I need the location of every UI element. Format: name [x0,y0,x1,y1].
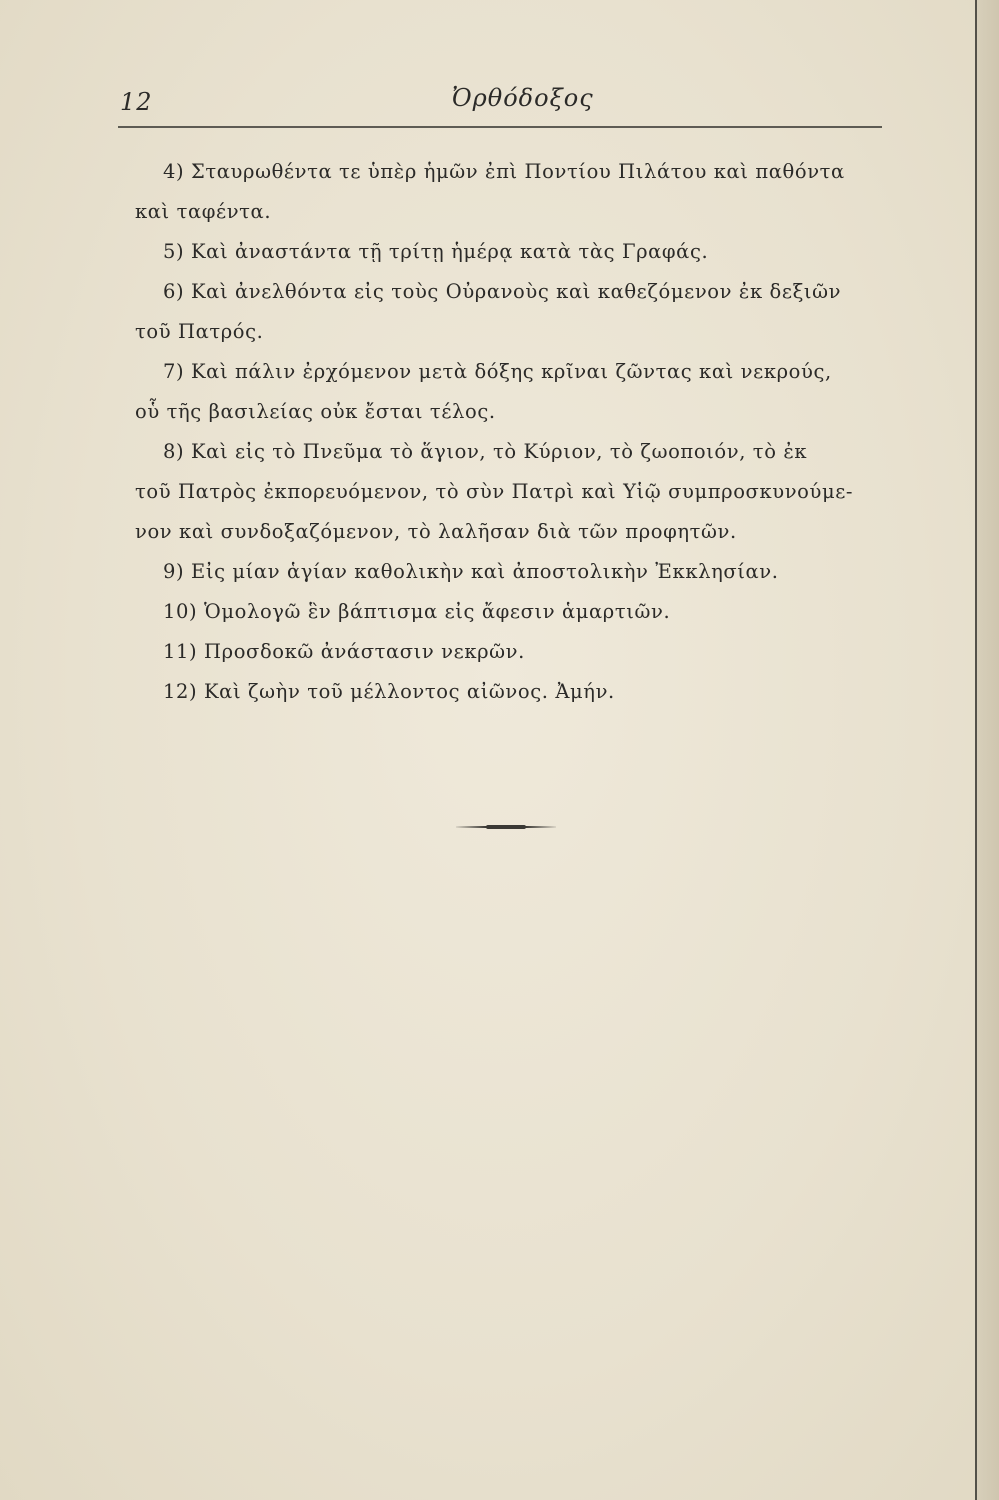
text-line: 11) Προσδοκῶ ἀνάστασιν νεκρῶν. [163,640,525,663]
text-line: 7) Καὶ πάλιν ἐρχόμενον μετὰ δόξης κρῖναι ζῶντας καὶ νεκρούς, [163,360,832,383]
text-line: οὗ τῆς βασιλείας οὐκ ἔσται τέλος. [135,400,496,423]
text-line: 6) Καὶ ἀνελθόντα εἰς τοὺς Οὐρανοὺς καὶ καθεζόμενον ἐκ δεξιῶν [163,280,842,303]
text-line: 12) Καὶ ζωὴν τοῦ μέλλοντος αἰῶνος. Ἀμήν. [163,680,615,703]
adjacent-page-edge [977,0,999,1500]
text-line: 8) Καὶ εἰς τὸ Πνεῦμα τὸ ἅγιον, τὸ Κύριον, τὸ ζωοποιόν, τὸ ἐκ [163,440,808,463]
creed-text [135,152,895,712]
page-number: 12 [120,88,153,116]
text-line: καὶ ταφέντα. [135,200,272,223]
text-line: νον καὶ συνδοξαζόμενον, τὸ λαλῆσαν διὰ τῶν προφητῶν. [135,520,737,543]
text-line: 9) Εἰς μίαν ἁγίαν καθολικὴν καὶ ἀποστολικὴν Ἐκκλησίαν. [163,560,779,583]
text-line: τοῦ Πατρός. [135,320,264,343]
header-rule [118,126,882,128]
running-title: Ὀρθόδοξος [452,84,594,112]
text-line: 10) Ὁμολογῶ ἓν βάπτισμα εἰς ἄφεσιν ἁμαρτιῶν. [163,600,671,623]
separator-ornament [486,825,526,829]
text-line: τοῦ Πατρὸς ἐκπορευόμενον, τὸ σὺν Πατρὶ καὶ Υἱῷ συμπροσκυνούμε- [135,480,854,503]
text-line: 4) Σταυρωθέντα τε ὑπὲρ ἡμῶν ἐπὶ Ποντίου Πιλάτου καὶ παθόντα [163,160,845,183]
page-edge-line [975,0,977,1500]
text-line: 5) Καὶ ἀναστάντα τῇ τρίτῃ ἡμέρᾳ κατὰ τὰς Γραφάς. [163,240,709,263]
